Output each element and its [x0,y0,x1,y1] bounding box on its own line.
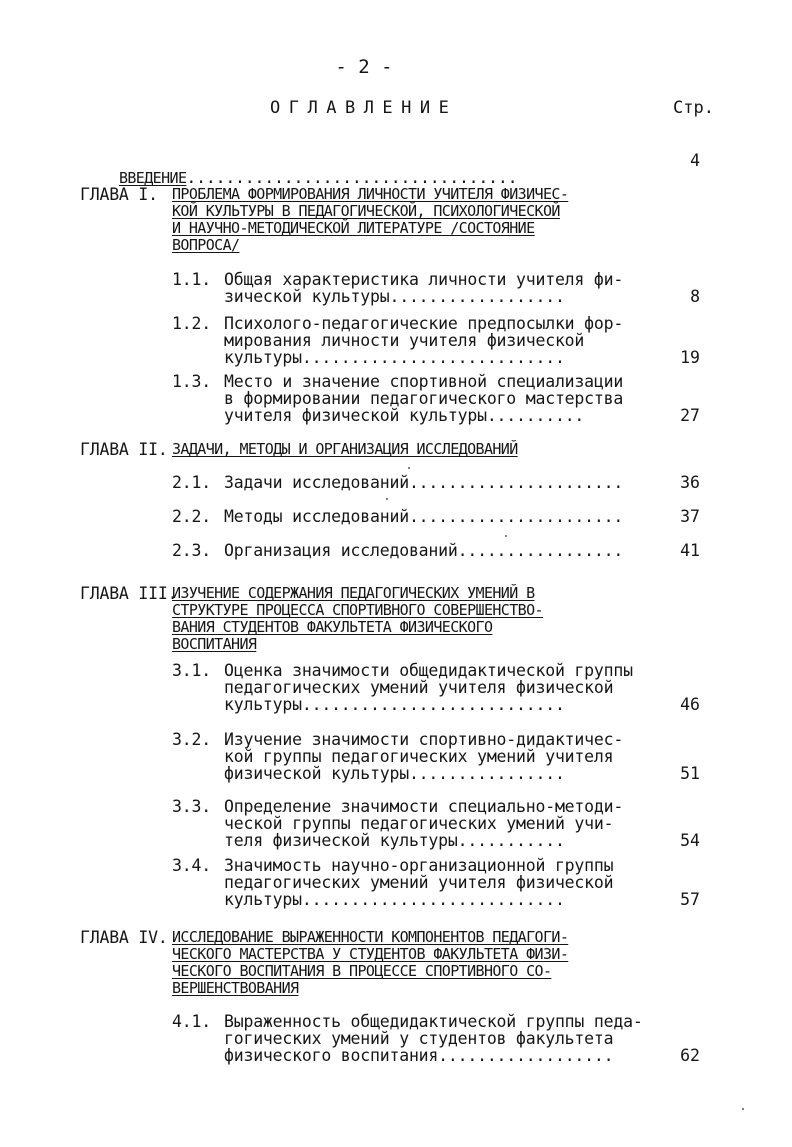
section-page: 8 [690,287,700,306]
chapter-3-title-line: ИЗУЧЕНИЕ СОДЕРЖАНИЯ ПЕДАГОГИЧЕСКИХ УМЕНИЙ В [172,584,535,602]
section-line: Оценка значимости общедидактической группы [224,661,633,680]
section-dots: ................ [408,764,565,783]
section-page: 41 [680,541,700,560]
section-number: 2.1. [172,473,211,492]
section-page: 19 [680,348,700,367]
section-line: педагогических умений учителя физической [224,678,614,697]
section-line: Организация исследований [224,541,458,560]
chapter-1-title-line: КОЙ КУЛЬТУРЫ В ПЕДАГОГИЧЕСКОЙ, ПСИХОЛОГИЧЕСКОЙ [172,202,560,220]
section-dots: ................. [457,541,624,560]
section-line: Методы исследований [224,507,409,526]
intro-label: ВВЕДЕНИЕ [118,169,187,187]
section-dots: ...................... [408,507,624,526]
section-line: в формировании педагогического мастерства [224,389,624,408]
section-page: 46 [680,695,700,714]
section-line: Выраженность общедидактической группы педа- [224,1012,643,1031]
section-dots: ........................... [301,695,565,714]
section-page: 27 [680,406,700,425]
section-number: 3.2. [172,730,211,749]
section-dots: .................. [389,287,565,306]
page-number: - 2 - [335,56,393,78]
chapter-4-title-line: ЧЕСКОГО МАСТЕРСТВА У СТУДЕНТОВ ФАКУЛЬТЕТА ФИЗИ- [172,945,569,963]
chapter-1-title-line: ВОПРОСА/ [172,236,240,254]
chapter-3-title-line: ВАНИЯ СТУДЕНТОВ ФАКУЛЬТЕТА ФИЗИЧЕСКОГО [172,618,493,636]
section-number: 1.1. [172,270,211,289]
section-line: гогических умений у студентов факультета [224,1029,614,1048]
section-number: 3.1. [172,661,211,680]
section-number: 2.2. [172,507,211,526]
section-dots: ........................... [301,890,565,909]
section-line: физического воспитания [224,1046,439,1065]
section-page: 51 [680,764,700,783]
section-number: 1.2. [172,314,211,333]
scan-speck [742,1108,744,1110]
section-line: Общая характеристика личности учителя фи- [224,270,624,289]
chapter-2-label: ГЛАВА II. [80,440,168,459]
section-line: Определение значимости специально-методи- [224,797,624,816]
chapter-1-title-line: ПРОБЛЕМА ФОРМИРОВАНИЯ ЛИЧНОСТИ УЧИТЕЛЯ ФИЗИЧЕС- [172,185,569,203]
section-dots: .......... [486,406,585,425]
section-line: Задачи исследований [224,473,409,492]
section-number: 4.1. [172,1012,211,1031]
section-line: теля физической культуры [224,831,458,850]
section-line: педагогических умений учителя физической [224,873,614,892]
chapter-3-label: ГЛАВА III. [80,584,178,603]
chapter-4-label: ГЛАВА IV. [80,928,168,947]
section-line: Значимость научно-организационной группы [224,856,614,875]
section-line: зической культуры [224,287,390,306]
section-page: 62 [680,1046,700,1065]
chapter-4-title-line: ЧЕСКОГО ВОСПИТАНИЯ В ПРОЦЕССЕ СПОРТИВНОГО СО- [172,962,552,980]
section-line: культуры [224,348,302,367]
section-number: 2.3. [172,541,211,560]
section-line: физической культуры [224,764,409,783]
section-dots: ........... [457,831,565,850]
scan-speck [408,467,410,469]
chapter-1-label: ГЛАВА I. [80,185,158,204]
chapter-3-title-line: СТРУКТУРЕ ПРОЦЕССА СПОРТИВНОГО СОВЕРШЕНСТВО- [172,601,543,619]
pages-column-label: Стр. [673,98,714,118]
section-line: кой группы педагогических умений учителя [224,747,614,766]
section-page: 54 [680,831,700,850]
section-line: культуры [224,890,302,909]
toc-title: ОГЛАВЛЕНИЕ [270,98,458,118]
chapter-3-title-line: ВОСПИТАНИЯ [172,635,257,653]
section-line: Изучение значимости спортивно-дидактичес- [224,730,624,749]
chapter-2-title-line: ЗАДАЧИ, МЕТОДЫ И ОРГАНИЗАЦИЯ ИССЛЕДОВАНИЙ [172,440,518,458]
chapter-4-title-line: ВЕРШЕНСТВОВАНИЯ [172,979,299,997]
section-dots: ...................... [408,473,624,492]
section-number: 3.3. [172,797,211,816]
section-page: 37 [680,507,700,526]
scan-speck [386,498,388,500]
section-dots: .................. [438,1046,614,1065]
section-line: культуры [224,695,302,714]
section-number: 1.3. [172,372,211,391]
scan-speck [505,535,507,537]
chapter-1-title-line: И НАУЧНО-МЕТОДИЧЕСКОЙ ЛИТЕРАТУРЕ /СОСТОЯНИЕ [172,219,535,237]
chapter-4-title-line: ИССЛЕДОВАНИЕ ВЫРАЖЕННОСТИ КОМПОНЕНТОВ ПЕДАГОГИ- [172,928,569,946]
intro-page: 4 [690,151,700,170]
section-dots: ........................... [301,348,565,367]
section-line: учителя физической культуры [224,406,487,425]
section-number: 3.4. [172,856,211,875]
section-line: ческой группы педагогических умений учи- [224,814,614,833]
section-line: Место и значение спортивной специализации [224,372,624,391]
section-page: 36 [680,473,700,492]
intro-dots: .................................. [186,168,518,187]
section-line: мирования личности учителя физической [224,331,585,350]
section-line: Психолого-педагогические предпосылки фор- [224,314,624,333]
section-page: 57 [680,890,700,909]
